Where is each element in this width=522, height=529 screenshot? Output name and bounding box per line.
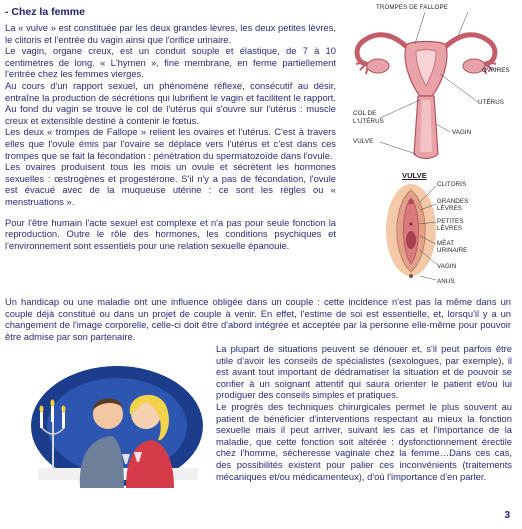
label-clitoris: CLITORIS [437,181,467,188]
paragraph-ovaires: Les ovaires produisent tous les mois un ovule et sécrètent les hormones sexuelles : œstrogènes et progestérone. S'il n'y a pas de fécondation, l'ovule est évacué avec de la muqueuse utérine : ce sont les règles ou « menstruations ». [5,161,336,207]
paragraph-handicap: Un handicap ou une maladie ont une influence obligée dans un couple : cette incidence n'est pas la même dans un couple déjà constitué ou dans un projet de couple à venir. En effet, l'estime de soi est essentielle, et, lorsqu'il y a un changement de l'image corporelle, celle-ci doit être d'abord intégrée et acceptée par la personne elle-même pour pouvoir être admise par son partenaire. [5,296,511,342]
label-anus: ANUS [437,278,455,285]
label-col-1: COL DE [353,110,377,117]
paragraph-vagin: Le vagin, organe creux, est un conduit souple et élastique, de 7 à 10 centimètres de long. « L'hymen », fine membrane, en ferme partiellement l'entrée chez les femmes vierges. [5,45,336,80]
label-vulve: VULVE [353,138,374,145]
section-heading: - Chez la femme [5,6,85,18]
couple-illustration [28,356,206,490]
left-column [5,6,336,251]
paragraph-acte-sexuel: Pour l'être humain l'acte sexuel est complexe et n'a pas pour seule fonction la reproduction. Outre le rôle des hormones, les conditions psychiques et l'environnement sont essentiels pour une relation sexuelle épanouie. [5,216,336,251]
paragraph-situations: La plupart de situations peuvent se dénouer et, s'il peut parfois être utile d'avoir les conseils de spécialistes (sexologues, par exemple), il est avant tout important de dédramatiser la situation et de pouvoir se confier à un soignant attentif qui saura orienter le patient et/ou lui prodiguer des conseils simples et pratiques. [216,343,512,401]
right-column [216,343,512,482]
paragraph-vulve: La « vulve » est constituée par les deux grandes lèvres, les deux petites lèvres, le clitoris et l'entrée du vagin ainsi que l'orifice urinaire. [5,22,336,45]
paragraph-progres: Le progrès des techniques chirurgicales permet le plus souvent au patient de bénéficier d'interventions respectant au mieux la fonction sexuelle mais il peut arriver, suivant les cas et l'importance de la maladie, que cette fonction soit altérée : dysfonctionnement érectile chez l'homme, sécheresse vaginale chez la femme…Dans ces cas, des possibilités existent pour palier ces inconvénients (traitements mécaniques et/ou médicamenteux), d'où l'importance d'en parler. [216,400,512,482]
label-vagin-vulve: VAGIN [437,263,457,270]
label-col-2: L'UTÉRUS [353,118,384,125]
label-petites-2: LÈVRES [437,225,463,232]
paragraph-trompes: Les deux « trompes de Fallope » relient les ovaires et l'utérus. C'est à travers elles que l'ovule émis par l'ovaire se déplace vers l'utérus et c'est dans ces trompes que se fait la fécondation : pénétration du spermatozoïde dans l'ovule. [5,126,336,161]
label-meat-1: MÉAT [437,240,455,247]
page-number: 3 [504,510,510,521]
label-meat-2: URINAIRE [437,247,468,254]
label-ovaires: OVAIRES [482,67,510,74]
label-uterus: UTÉRUS [478,99,505,106]
label-vagin-uterus: VAGIN [452,129,472,136]
label-trompes: TROMPES DE FALLOPE [376,4,448,11]
label-grandes-2: LÈVRES [437,205,463,212]
vulva-pointer-lines [420,180,440,286]
vulve-title: VULVE [402,171,427,180]
paragraph-rapport: Au cours d'un rapport sexuel, un phénomène réflexe, consécutif au désir, entraîne la production de sécrétions qui lubrifient le vagin et facilitent le rapport. Au fond du vagin se trouve le col de l'utérus qui s'ouvre sur l'utérus : muscle creux et extensible destiné à contenir le fœtus. [5,79,336,126]
label-petites-1: PETITES [437,218,464,225]
label-grandes-1: GRANDES [437,198,469,205]
